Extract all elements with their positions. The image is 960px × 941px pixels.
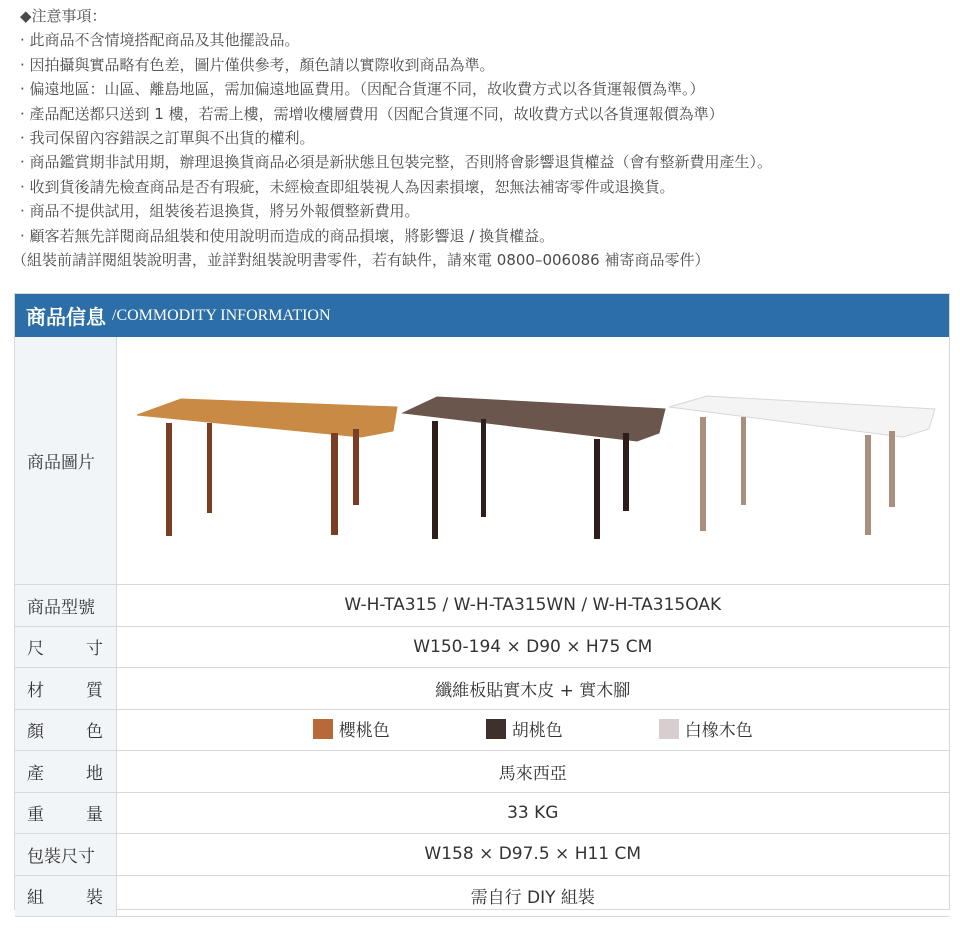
spec-label-package: 包裝尺寸 — [15, 834, 116, 876]
label-char: 顏 — [27, 722, 44, 743]
notice-item: ‧ 此商品不含情境搭配商品及其他擺設品。 — [20, 31, 300, 50]
commodity-info-header — [15, 294, 949, 337]
color-swatch — [486, 719, 506, 739]
table-leg — [865, 435, 871, 535]
commodity-info-title: 商品信息 — [26, 305, 106, 329]
spec-label-origin — [15, 751, 116, 793]
spec-row-material — [15, 668, 949, 710]
table-leg — [331, 433, 338, 535]
label-char: 裝 — [86, 888, 103, 909]
spec-value-color — [116, 709, 949, 751]
table-leg — [889, 431, 895, 507]
spec-value-origin: 馬來西亞 — [116, 751, 949, 793]
notice-item: ‧ 顧客若無先詳閱商品組裝和使用說明而造成的商品損壞，將影響退 / 換貨權益。 — [20, 226, 555, 245]
label-char: 地 — [86, 763, 103, 784]
spec-row-weight — [15, 792, 949, 834]
spec-row-assembly — [15, 875, 949, 917]
spec-row-image — [15, 337, 949, 585]
table-leg — [700, 417, 706, 531]
table-leg — [623, 433, 629, 511]
product-image — [116, 337, 949, 585]
table-walnut — [403, 397, 665, 539]
spec-value-assembly: 需自行 DIY 組裝 — [116, 875, 949, 917]
label-char: 重 — [27, 805, 44, 826]
label-char: 產 — [27, 763, 44, 784]
spec-row-model — [15, 585, 949, 627]
table-leg — [166, 423, 172, 536]
table-white-oak — [669, 396, 935, 535]
tables-illustration — [117, 337, 951, 579]
spec-row-color — [15, 709, 949, 751]
label-char: 材 — [27, 680, 44, 701]
spec-label-model: 商品型號 — [15, 585, 116, 627]
spec-label-weight — [15, 792, 116, 834]
spec-label-size — [15, 626, 116, 668]
spec-row-origin — [15, 751, 949, 793]
spec-table — [15, 337, 949, 917]
color-name: 胡桃色 — [511, 721, 563, 741]
color-name: 櫻桃色 — [338, 721, 390, 741]
table-leg — [207, 423, 212, 513]
spec-label-material — [15, 668, 116, 710]
spec-label-assembly — [15, 875, 116, 917]
spec-label-color — [15, 709, 116, 751]
spec-value-weight: 33 KG — [116, 792, 949, 834]
label-char: 色 — [86, 722, 103, 743]
color-option-cherry — [313, 716, 390, 741]
table-leg — [432, 421, 438, 539]
notice-section — [12, 4, 950, 272]
tabletop-white-oak — [669, 396, 935, 437]
color-swatch — [659, 719, 679, 739]
commodity-info-subtitle: /COMMODITY INFORMATION — [112, 306, 331, 324]
table-leg — [353, 429, 359, 505]
color-option-white-oak — [659, 716, 753, 741]
notice-item: ‧ 因拍攝與實品略有色差，圖片僅供參考，顏色請以實際收到商品為準。 — [20, 55, 495, 74]
notice-item: ‧ 我司保留內容錯誤之訂單與不出貨的權利。 — [20, 128, 315, 147]
spec-row-package — [15, 834, 949, 876]
notice-item: ‧ 產品配送都只送到 1 樓，若需上樓，需增收樓層費用（因配合貨運不同，故收費方式以各貨運報價為準） — [20, 104, 724, 123]
table-leg — [594, 439, 600, 539]
notice-item: ‧ 偏遠地區：山區、離島地區，需加偏遠地區費用。（因配合貨運不同，故收費方式以各貨運報價為準。） — [20, 80, 705, 99]
label-char: 尺 — [27, 639, 44, 660]
spec-value-material: 纖維板貼實木皮 + 實木腳 — [116, 668, 949, 710]
spec-value-size: W150-194 × D90 × H75 CM — [116, 626, 949, 668]
table-cherry — [137, 399, 397, 536]
color-option-walnut — [486, 716, 563, 741]
notice-item: ‧ 商品不提供試用，組裝後若退換貨，將另外報價整新費用。 — [20, 202, 420, 221]
notice-item: ‧ 商品鑑賞期非試用期，辦理退換貨商品必須是新狀態且包裝完整，否則將會影響退貨權益（會有整新費用產生）。 — [20, 153, 773, 172]
table-leg — [481, 419, 486, 517]
spec-value-model: W-H-TA315 / W-H-TA315WN / W-H-TA315OAK — [116, 585, 949, 627]
label-char: 組 — [27, 888, 44, 909]
table-leg — [741, 417, 746, 505]
notice-heading: ◆注意事項： — [20, 7, 107, 25]
notice-item: ‧ 收到貨後請先檢查商品是否有瑕疵，未經檢查即組裝視人為因素損壞，恕無法補寄零件或退換貨。 — [20, 177, 675, 196]
spec-value-package: W158 × D97.5 × H11 CM — [116, 834, 949, 876]
label-char: 量 — [86, 805, 103, 826]
label-char: 寸 — [86, 639, 103, 660]
commodity-info-panel — [14, 293, 950, 910]
color-swatches — [265, 716, 801, 741]
notice-footer: （組裝前請詳閱組裝說明書，並詳對組裝說明書零件，若有缺件，請來電 0800–006086 補寄商品零件） — [12, 250, 710, 269]
color-swatch — [313, 719, 333, 739]
spec-label-image: 商品圖片 — [15, 337, 116, 585]
label-char: 質 — [86, 680, 103, 701]
spec-row-size — [15, 626, 949, 668]
color-name: 白橡木色 — [684, 721, 753, 741]
